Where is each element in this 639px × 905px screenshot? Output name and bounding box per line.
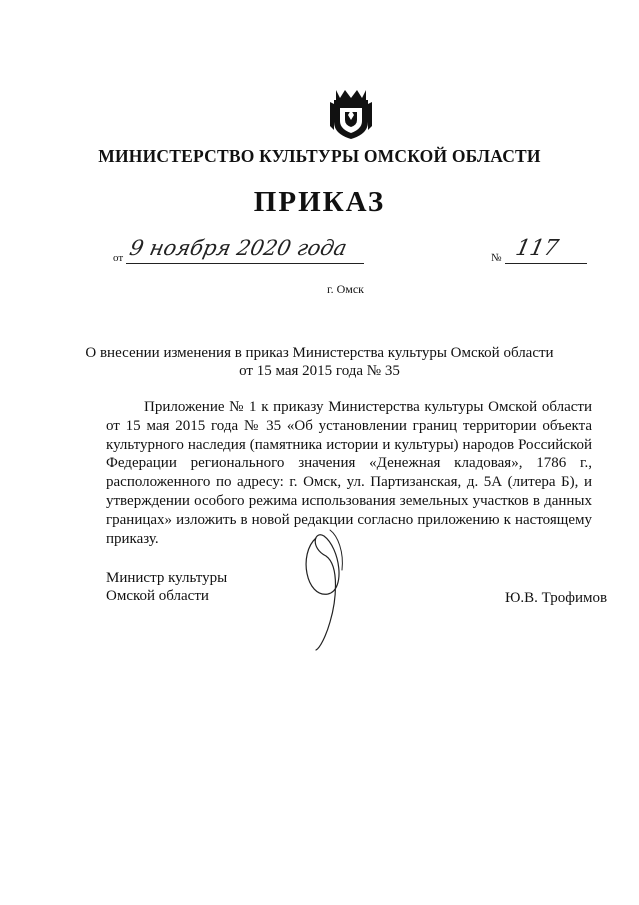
date-underline [126, 263, 364, 264]
handwritten-number: 117 [513, 236, 561, 261]
date-prefix: от [113, 252, 124, 264]
handwritten-date: 9 ноября 2020 года [127, 236, 350, 260]
number-underline [505, 263, 587, 264]
signer-name: Ю.В. Трофимов [505, 590, 608, 606]
signer-position-line-1: Министр культуры [106, 570, 228, 586]
city-label: г. Омск [327, 282, 364, 296]
signer-position-line-2: Омской области [106, 588, 209, 604]
order-title-line-1: О внесении изменения в приказ Министерства культуры Омской области [85, 345, 554, 361]
order-body-paragraph: Приложение № 1 к приказу Министерства культуры Омской области от 15 мая 2015 года № 35 «Об установлении границ территории объекта культурного наследия (памятника истории и культуры) народов Российской Федерации регионального значения «Денежная кладовая», 1786 г., расположенного по адресу: г. Омск, ул. Партизанская, д. 5А (литера Б), и утверждении особого режима использования земельных участков в данных границах» изложить в новой редакции согласно приложению к настоящему приказу. [106, 399, 592, 547]
ministry-name: МИНИСТЕРСТВО КУЛЬТУРЫ ОМСКОЙ ОБЛАСТИ [98, 146, 541, 166]
handwritten-signature [286, 526, 366, 656]
number-prefix: № [491, 252, 502, 264]
document-type: ПРИКАЗ [253, 186, 386, 218]
omsk-coat-of-arms-icon [328, 86, 374, 140]
order-title-line-2: от 15 мая 2015 года № 35 [239, 363, 400, 379]
